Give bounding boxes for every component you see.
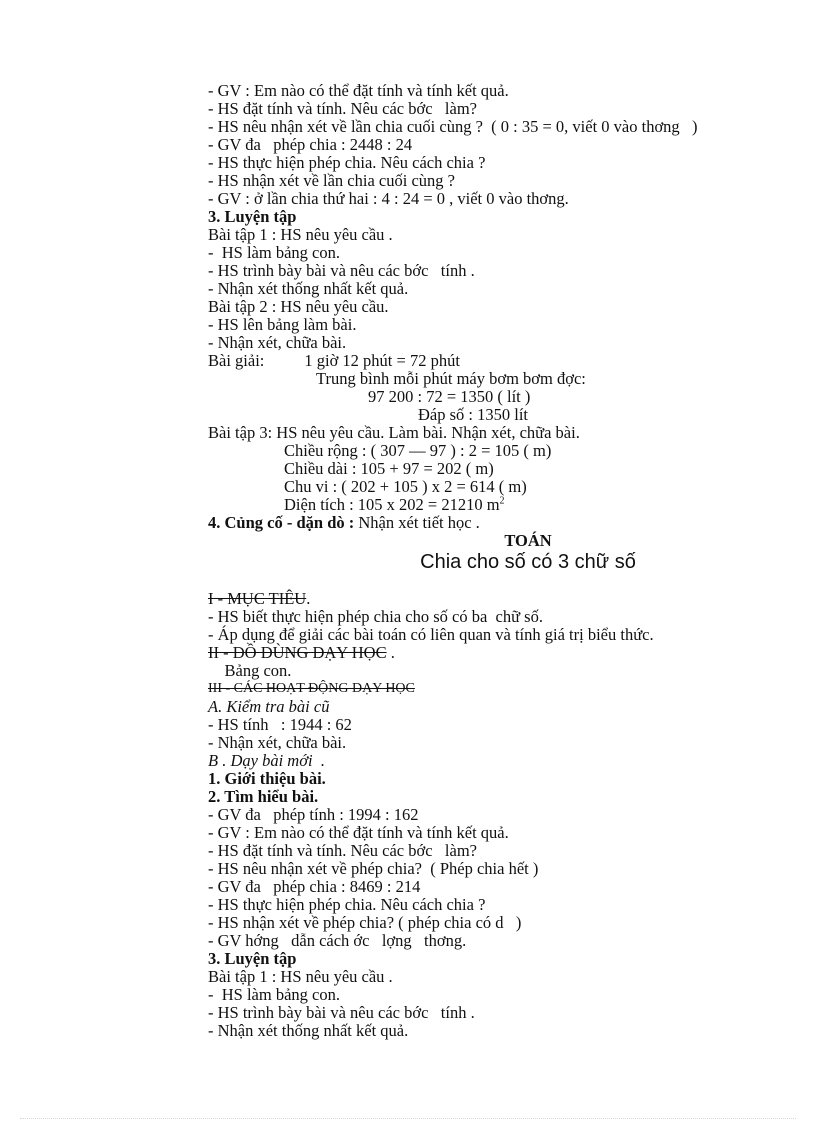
text-line: - GV đa phép chia : 2448 : 24 <box>208 135 413 154</box>
text-line: - HS nêu nhận xét về phép chia? ( Phép chia hết ) <box>208 859 539 878</box>
text-line: - GV đa phép tính : 1994 : 162 <box>208 805 419 824</box>
text-line: - Nhận xét thống nhất kết quả. <box>208 1021 409 1040</box>
subject-title: TOÁN <box>504 531 552 550</box>
text-line: Bài tập 1 : HS nêu yêu cầu . <box>208 967 393 986</box>
lesson-title: Chia cho số có 3 chữ số <box>420 551 636 573</box>
text-line: - HS thực hiện phép chia. Nêu cách chia ? <box>208 895 486 914</box>
solution-step: Chiều rộng : ( 307 — 97 ) : 2 = 105 ( m) <box>284 441 552 460</box>
text-line: - HS nhận xét về lần chia cuối cùng ? <box>208 171 455 190</box>
text-line: - GV : Em nào có thể đặt tính và tính kết quả. <box>208 81 509 100</box>
materials-heading <box>208 644 788 662</box>
section-heading: 4. Củng cố - dặn dò : <box>208 513 355 532</box>
text-line: - HS trình bày bài và nêu các bớc tính . <box>208 1003 475 1022</box>
solution-line <box>208 352 788 370</box>
solution-step: Chiều dài : 105 + 97 = 202 ( m) <box>284 459 494 478</box>
heading-suffix: . <box>386 643 395 662</box>
text-line: Bài tập 1 : HS nêu yêu cầu . <box>208 225 393 244</box>
solution-step <box>208 496 788 514</box>
text-line: - HS nhận xét về phép chia? ( phép chia có d ) <box>208 913 522 932</box>
solution-step: 97 200 : 72 = 1350 ( lít ) <box>368 387 531 406</box>
subsection-heading: A. Kiểm tra bài cũ <box>208 697 330 716</box>
text-line: - Nhận xét, chữa bài. <box>208 333 347 352</box>
section-heading: 3. Luyện tập <box>208 949 297 968</box>
text-line: - HS lên bảng làm bài. <box>208 315 357 334</box>
text-line: - HS đặt tính và tính. Nêu các bớc làm? <box>208 841 477 860</box>
text-line: Bảng con. <box>208 661 292 680</box>
text-line: - Nhận xét thống nhất kết quả. <box>208 279 409 298</box>
section-heading: I - MỤC TIÊU <box>208 589 307 608</box>
section-heading: 3. Luyện tập <box>208 207 297 226</box>
heading-suffix: . <box>306 589 311 608</box>
text-line: - GV đa phép chia : 8469 : 214 <box>208 877 421 896</box>
text-line: - Áp dụng để giải các bài toán có liên quan và tính giá trị biểu thức. <box>208 625 654 644</box>
text-line: - GV hớng dẫn cách ớc lợng thơng. <box>208 931 467 950</box>
text-line: - GV : ở lần chia thứ hai : 4 : 24 = 0 , viết 0 vào thơng. <box>208 189 569 208</box>
text-line: - HS làm bảng con. <box>208 985 340 1004</box>
document-body <box>208 82 788 1040</box>
text-line: - HS làm bảng con. <box>208 243 340 262</box>
text-line: - HS thực hiện phép chia. Nêu cách chia ? <box>208 153 486 172</box>
text-line: - HS tính : 1944 : 62 <box>208 715 352 734</box>
text-line: - GV : Em nào có thể đặt tính và tính kết quả. <box>208 823 509 842</box>
objectives-heading <box>208 590 788 608</box>
area-exponent: 2 <box>499 495 505 507</box>
consolidate-text: Nhận xét tiết học . <box>354 513 480 532</box>
area-text: Diện tích : 105 x 202 = 21210 m <box>284 495 500 514</box>
text-line: - HS đặt tính và tính. Nêu các bớc làm? <box>208 99 477 118</box>
spacer <box>208 574 788 590</box>
text-line: Bài tập 3: HS nêu yêu cầu. Làm bài. Nhận xét, chữa bài. <box>208 423 580 442</box>
section-heading: II - ĐỒ DÙNG DẠY HỌC <box>208 643 387 662</box>
solution-step: Trung bình mỗi phút máy bơm bơm đợc: <box>316 369 586 388</box>
solution-step: 1 giờ 12 phút = 72 phút <box>304 351 460 370</box>
section-heading: III - CÁC HOẠT ĐỘNG DẠY HỌC <box>208 681 415 696</box>
subsection-heading: B . Dạy bài mới . <box>208 751 325 770</box>
text-line: - Nhận xét, chữa bài. <box>208 733 347 752</box>
solution-label: Bài giải: <box>208 351 265 370</box>
section-heading: 2. Tìm hiểu bài. <box>208 787 319 806</box>
section-heading: 1. Giới thiệu bài. <box>208 769 326 788</box>
page-bottom-divider <box>20 1118 796 1119</box>
solution-answer: Đáp số : 1350 lít <box>418 405 528 424</box>
text-line: - HS biết thực hiện phép chia cho số có ba chữ số. <box>208 607 543 626</box>
text-line: Bài tập 2 : HS nêu yêu cầu. <box>208 297 389 316</box>
text-line: - HS nêu nhận xét về lần chia cuối cùng ? ( 0 : 35 = 0, viết 0 vào thơng ) <box>208 117 698 136</box>
consolidate-line <box>208 514 788 532</box>
solution-step: Chu vi : ( 202 + 105 ) x 2 = 614 ( m) <box>284 477 527 496</box>
text-line: - HS trình bày bài và nêu các bớc tính . <box>208 261 475 280</box>
